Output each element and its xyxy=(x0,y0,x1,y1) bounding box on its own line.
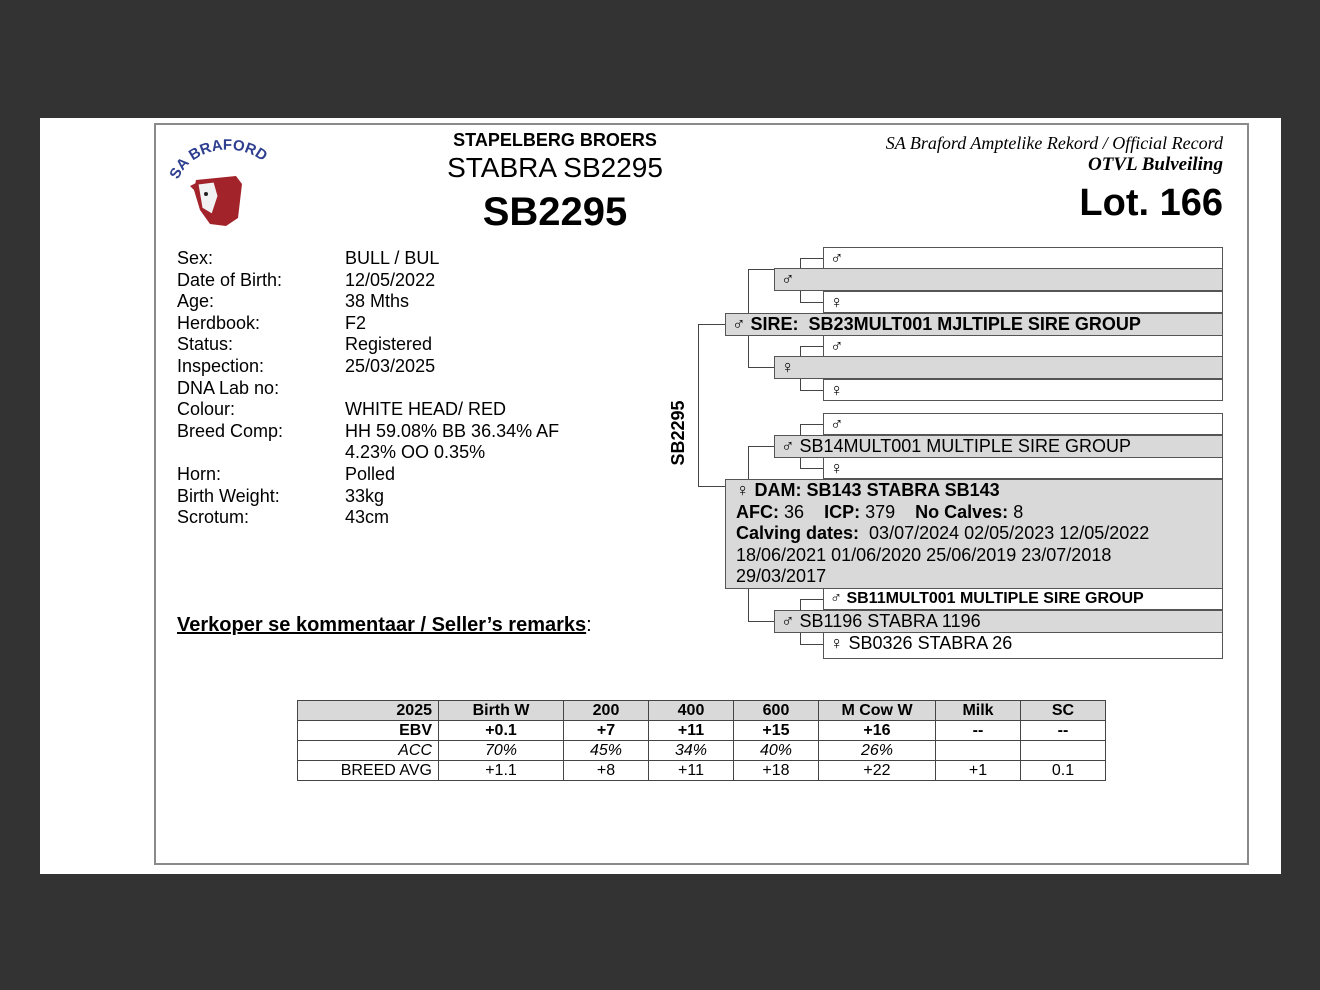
detail-value: F2 xyxy=(345,312,367,333)
pedigree-sire-dam-dam xyxy=(823,379,1223,401)
pedigree-dam xyxy=(725,479,1223,589)
detail-row xyxy=(177,356,595,378)
sire-name: SB23MULT001 MJLTIPLE SIRE GROUP xyxy=(808,314,1141,334)
table-cell: 45% xyxy=(564,741,649,761)
sire-prefix: SIRE: xyxy=(750,314,799,334)
table-row xyxy=(298,721,1106,741)
dam-stats-line xyxy=(736,502,1222,524)
calving-dates: 03/07/2024 02/05/2023 12/05/2022 xyxy=(869,523,1150,544)
icp-value: 379 xyxy=(865,501,896,522)
ebv-table xyxy=(297,700,1106,781)
detail-row xyxy=(177,270,595,292)
calving-dates-line: 29/03/2017 xyxy=(736,566,827,587)
afc-label: AFC: xyxy=(736,501,779,522)
pedigree-connector xyxy=(800,291,801,302)
table-header-cell: 200 xyxy=(564,701,649,721)
pedigree-connector xyxy=(800,379,801,390)
pedigree-dam-sire-dam xyxy=(823,457,1223,479)
table-cell: 26% xyxy=(819,741,936,761)
detail-label: Scrotum: xyxy=(177,507,250,528)
table-header-row xyxy=(298,701,1106,721)
detail-row xyxy=(177,421,595,464)
female-icon: ♀ xyxy=(830,292,844,312)
table-cell: +11 xyxy=(649,761,734,781)
pedigree-name: SB1196 STABRA 1196 xyxy=(799,611,981,631)
table-header-cell: M Cow W xyxy=(819,701,936,721)
female-icon: ♀ xyxy=(830,380,844,400)
table-cell xyxy=(1021,741,1106,761)
pedigree-connector xyxy=(748,336,749,367)
table-cell: 70% xyxy=(439,741,564,761)
pedigree-connector xyxy=(800,468,823,469)
sa-braford-logo xyxy=(138,138,278,228)
pedigree-connector xyxy=(800,632,801,644)
pedigree-connector xyxy=(748,367,774,368)
detail-label: Age: xyxy=(177,291,215,312)
pedigree-connector xyxy=(698,324,699,486)
detail-label: Inspection: xyxy=(177,355,265,376)
pedigree-sire-sire xyxy=(774,268,1223,291)
pedigree-connector xyxy=(800,346,801,356)
table-header-cell: Milk xyxy=(936,701,1021,721)
detail-row xyxy=(177,248,595,270)
male-icon: ♂ xyxy=(830,414,844,434)
pedigree-sire-dam-sire xyxy=(823,335,1223,357)
table-cell: +0.1 xyxy=(439,721,564,741)
pedigree-dam-dam-sire xyxy=(823,588,1223,610)
table-cell: EBV xyxy=(298,721,439,741)
detail-row xyxy=(177,464,595,486)
detail-row xyxy=(177,334,595,356)
animal-id: SB2295 xyxy=(482,190,628,234)
pedigree-dam-sire-sire xyxy=(823,413,1223,435)
pedigree-connector xyxy=(800,599,801,610)
logo-text: SA BRAFORD xyxy=(166,138,271,182)
detail-value: Registered xyxy=(345,334,433,355)
female-icon: ♀ xyxy=(736,480,750,500)
pedigree-connector xyxy=(698,486,725,487)
pedigree-connector xyxy=(748,621,774,622)
table-header-cell: Birth W xyxy=(439,701,564,721)
icp-label: ICP: xyxy=(824,501,861,522)
pedigree-connector xyxy=(748,269,749,313)
female-icon: ♀ xyxy=(830,633,844,653)
detail-row xyxy=(177,378,595,400)
pedigree-sire-dam xyxy=(774,356,1223,379)
afc-value: 36 xyxy=(784,501,805,522)
male-icon: ♂ xyxy=(830,590,842,607)
table-cell xyxy=(936,741,1021,761)
pedigree-connector xyxy=(748,269,774,270)
lot-number: Lot. 166 xyxy=(1079,182,1223,224)
calving-dates-line xyxy=(736,523,1222,545)
table-row xyxy=(298,761,1106,781)
dam-prefix: DAM: xyxy=(754,480,802,500)
pedigree-animal-label: SB2295 xyxy=(668,400,688,466)
table-cell: +11 xyxy=(649,721,734,741)
detail-value: HH 59.08% BB 36.34% AF 4.23% OO 0.35% xyxy=(345,420,560,463)
pedigree-name: SB0326 STABRA 26 xyxy=(848,633,1013,653)
table-cell: +22 xyxy=(819,761,936,781)
pedigree-connector xyxy=(800,346,823,347)
pedigree-connector xyxy=(800,424,801,435)
detail-label: Birth Weight: xyxy=(177,485,280,506)
sale-name: OTVL Bulveiling xyxy=(1088,154,1223,175)
animal-name: STABRA SB2295 xyxy=(447,152,663,183)
table-cell: -- xyxy=(1021,721,1106,741)
table-header-cell: 2025 xyxy=(298,701,439,721)
detail-value: Polled xyxy=(345,463,396,484)
pedigree-name: SB11MULT001 MULTIPLE SIRE GROUP xyxy=(846,590,1144,607)
detail-label: Herdbook: xyxy=(177,312,261,333)
detail-value: 25/03/2025 xyxy=(345,355,436,376)
calves-label: No Calves: xyxy=(915,501,1009,522)
pedigree-vertical-label xyxy=(664,400,692,466)
pedigree-connector xyxy=(800,599,823,600)
male-icon: ♂ xyxy=(830,336,844,356)
table-cell: BREED AVG xyxy=(298,761,439,781)
detail-label: Horn: xyxy=(177,463,222,484)
detail-value: 43cm xyxy=(345,507,390,528)
detail-label: Sex: xyxy=(177,248,214,268)
table-header-cell: 600 xyxy=(734,701,819,721)
detail-value: 12/05/2022 xyxy=(345,269,436,290)
table-cell: +15 xyxy=(734,721,819,741)
svg-text:SA BRAFORD xyxy=(166,138,270,182)
detail-value: 38 Mths xyxy=(345,291,410,312)
breeder-name: STAPELBERG BROERS xyxy=(453,130,657,150)
table-cell: 0.1 xyxy=(1021,761,1106,781)
table-cell: +8 xyxy=(564,761,649,781)
detail-row xyxy=(177,291,595,313)
pedigree-sire xyxy=(725,313,1223,336)
pedigree-connector xyxy=(800,390,823,391)
pedigree-connector xyxy=(800,458,801,468)
female-icon: ♀ xyxy=(781,357,795,377)
calving-label: Calving dates: xyxy=(736,523,860,544)
pedigree-connector xyxy=(748,446,774,447)
pedigree-connector xyxy=(698,324,725,325)
male-icon: ♂ xyxy=(781,269,795,289)
detail-value xyxy=(345,378,595,400)
table-cell: +18 xyxy=(734,761,819,781)
pedigree-dam-dam xyxy=(774,610,1223,633)
calves-value: 8 xyxy=(1013,501,1024,522)
table-cell: +16 xyxy=(819,721,936,741)
pedigree-sire-sire-dam xyxy=(823,291,1223,313)
table-cell: ACC xyxy=(298,741,439,761)
female-icon: ♀ xyxy=(830,458,844,478)
male-icon: ♂ xyxy=(732,314,746,334)
dam-name: SB143 STABRA SB143 xyxy=(806,480,1000,500)
male-icon: ♂ xyxy=(781,436,795,456)
table-header-cell: SC xyxy=(1021,701,1106,721)
animal-details xyxy=(177,248,595,529)
pedigree-name: SB14MULT001 MULTIPLE SIRE GROUP xyxy=(799,436,1131,456)
pedigree-connector xyxy=(748,588,749,621)
detail-value: 33kg xyxy=(345,485,385,506)
dam-title-line xyxy=(736,480,1222,502)
remarks-label: Verkoper se kommentaar / Seller’s remarks xyxy=(177,614,587,636)
pedigree-connector xyxy=(800,258,801,268)
detail-row xyxy=(177,507,595,529)
male-icon: ♂ xyxy=(830,248,844,268)
pedigree-connector xyxy=(800,302,823,303)
detail-label: DNA Lab no: xyxy=(177,377,280,398)
pedigree-sire-sire-sire xyxy=(823,247,1223,269)
pedigree-connector xyxy=(800,644,823,645)
record-title: SA Braford Amptelike Rekord / Official Record xyxy=(885,133,1223,153)
sellers-remarks xyxy=(177,614,592,637)
table-cell: 34% xyxy=(649,741,734,761)
table-cell: +1.1 xyxy=(439,761,564,781)
detail-row xyxy=(177,313,595,335)
pedigree-dam-sire xyxy=(774,435,1223,458)
calving-dates-line: 18/06/2021 01/06/2020 25/06/2019 23/07/2018 xyxy=(736,544,1112,565)
detail-row xyxy=(177,486,595,508)
table-row xyxy=(298,741,1106,761)
table-cell: -- xyxy=(936,721,1021,741)
pedigree-connector xyxy=(800,424,823,425)
detail-row xyxy=(177,399,595,421)
pedigree-dam-dam-dam xyxy=(823,632,1223,659)
detail-value: WHITE HEAD/ RED xyxy=(345,399,507,420)
detail-value: BULL / BUL xyxy=(345,248,440,268)
table-cell: 40% xyxy=(734,741,819,761)
table-cell: +1 xyxy=(936,761,1021,781)
detail-label: Breed Comp: xyxy=(177,420,284,441)
detail-label: Date of Birth: xyxy=(177,269,283,290)
male-icon: ♂ xyxy=(781,611,795,631)
detail-label: Colour: xyxy=(177,399,236,420)
table-cell: +7 xyxy=(564,721,649,741)
pedigree-connector xyxy=(748,446,749,480)
detail-label: Status: xyxy=(177,334,234,355)
remarks-suffix: : xyxy=(586,614,592,636)
table-header-cell: 400 xyxy=(649,701,734,721)
pedigree-connector xyxy=(800,258,823,259)
